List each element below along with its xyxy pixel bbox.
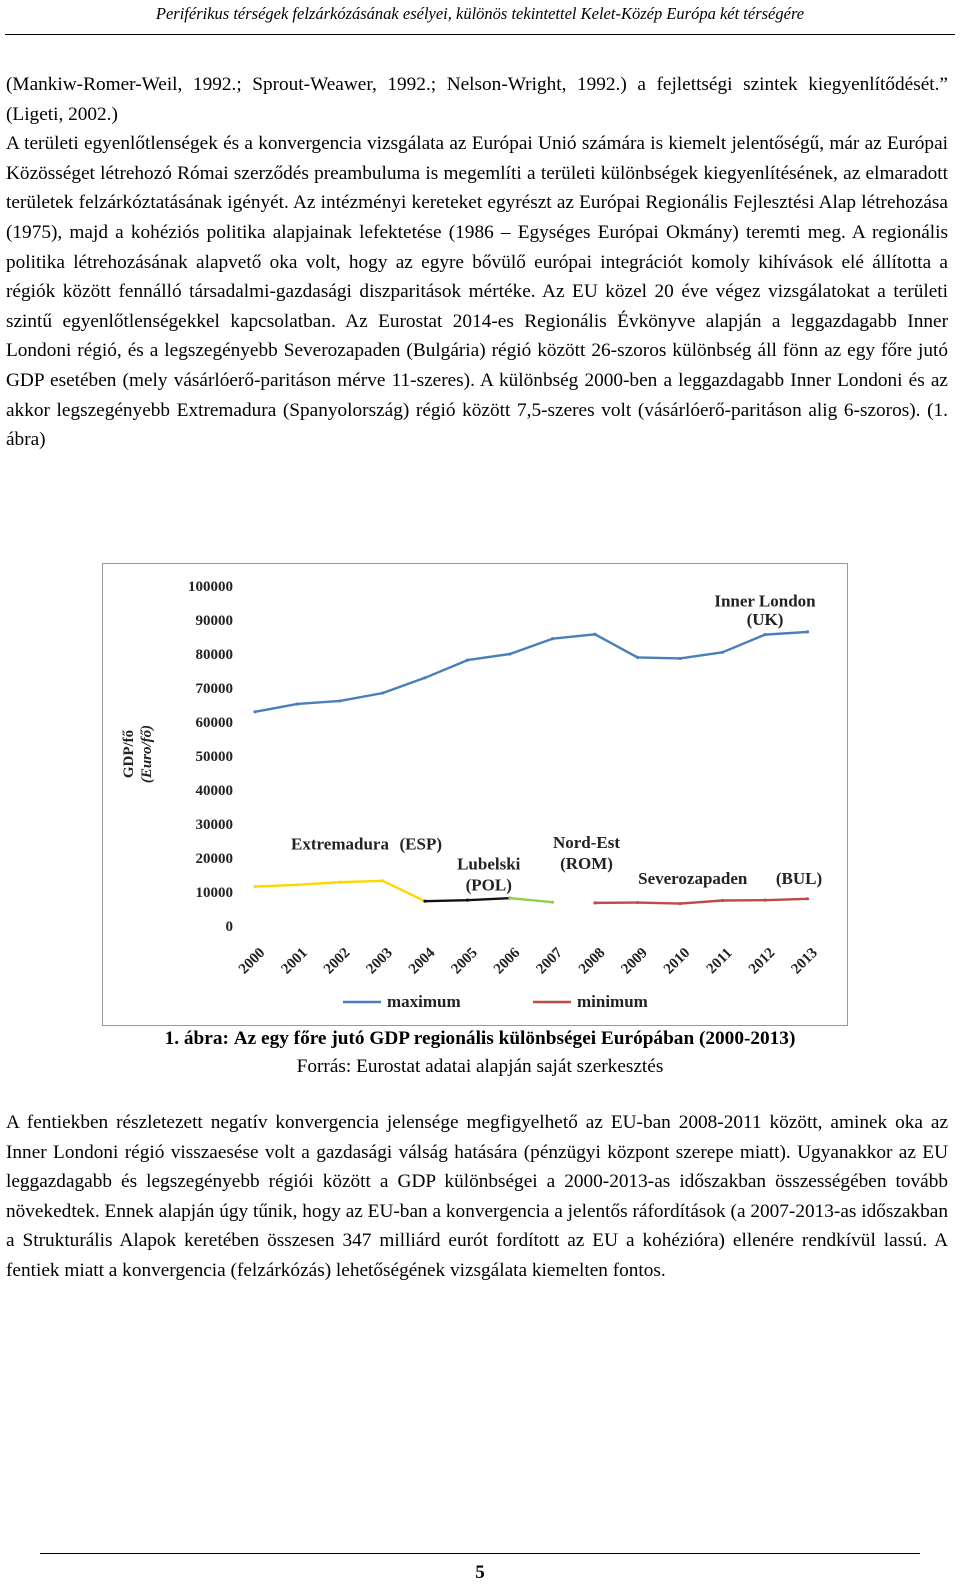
chart-annotation: Severozapaden: [638, 868, 748, 888]
x-tick-label: 2005: [448, 944, 481, 978]
y-tick-label: 40000: [195, 783, 233, 799]
x-tick-label: 2000: [235, 944, 269, 978]
series-maximum-line-point: [466, 659, 469, 662]
chart-annotation: (POL): [465, 875, 512, 895]
segment-line-0-point: [381, 879, 384, 882]
segment-line-0-point: [253, 885, 256, 888]
figure-source: Forrás: Eurostat adatai alapján saját szerkesztés: [296, 1056, 664, 1077]
y-tick-label: 70000: [195, 681, 233, 697]
chart-annotation: Extremadura: [291, 834, 389, 854]
header-rule: [5, 34, 955, 35]
x-tick-label: 2002: [320, 944, 354, 978]
series-maximum-line-point: [721, 651, 724, 654]
running-header: Periférikus térségek felzárkózásának esélyei, különös tekintettel Kelet-Közép Európa két térségére: [155, 4, 805, 23]
legend-label: minimum: [577, 992, 648, 1011]
legend-label: maximum: [387, 992, 461, 1011]
chart-annotation: (UK): [746, 610, 784, 630]
body-text-bottom: [6, 1108, 948, 1286]
chart-annotation: (ROM): [560, 853, 613, 873]
segment-line-0-point: [338, 881, 341, 884]
x-tick-label: 2013: [788, 944, 821, 978]
series-maximum-line-point: [381, 692, 384, 695]
chart-annotation: (BUL): [775, 868, 823, 888]
series-maximum-line: [255, 632, 808, 712]
series-minimum-line-point: [806, 897, 809, 900]
series-maximum-line-point: [296, 702, 299, 705]
y-tick-label: 30000: [195, 817, 233, 833]
paragraph-2: A területi egyenlőtlenségek és a konvergencia vizsgálata az Európai Unió számára is kiemelt jelentőségű, már az Európai Közösséget létrehozó Római szerződés preambuluma is megemlíti a területi különbségek kiegyenlítésének, az elmaradott területek felzárkóztatásának igényét. Az intézményi kereteket egyrészt az Európai Regionális Fejlesztési Alap létrehozása (1975), majd a kohéziós politika alapjainak lefektetése (1986 – Egységes Európai Okmány) teremti meg. A regionális politika létrehozásának alapvető oka volt, hogy az egyre bővülő európai integrációt komoly kihívások elé állította a régiók között fennálló társadalmi-gazdasági diszparitások mértéke. Az EU közel 20 éve végez vizsgálatokat a területi szintű egyenlőtlenségekkel kapcsolatban. Az Eurostat 2014-es Regionális Évkönyve alapján a leggazdagabb Inner Londoni régió, és a legszegényebb Severozapaden (Bulgária) régió között 26-szoros különbség áll fönn az egy főre jutó GDP esetében (mely vásárlóerő-paritáson mérve 11-szeres). A különbség 2000-ben a leggazdagabb Inner Londoni és az akkor legszegényebb Extremadura (Spanyolország) régió között 7,5-szeres volt (vásárlóerő-paritáson alig 6-szoros). (1. ábra): [6, 133, 948, 451]
series-maximum-line-point: [338, 699, 341, 702]
series-minimum-line: [595, 899, 808, 904]
segment-line-1-point: [423, 900, 426, 903]
segment-line-2: [510, 898, 553, 902]
x-tick-label: 2009: [618, 944, 651, 978]
y-axis-title: GDP/fő: [121, 729, 137, 779]
x-tick-label: 2008: [575, 944, 609, 978]
paragraph-3: A fentiekben részletezett negatív konvergencia jelensége megfigyelhető az EU-ban 2008-2011 között, aminek oka az Inner Londoni régió visszaesése volt a gazdasági válság hatására (pénzügyi központ szerepe miatt). Ugyanakkor az EU leggazdagabb és legszegényebb régiói között a GDP különbségei a 2000-2013-as időszakban összességében tovább növekedtek. Ennek alapján úgy tűnik, hogy az EU-ban a konvergencia a jelentős ráfordítások (a 2007-2013-as időszakban a Strukturális Alapok keretében összesen 347 milliárd eurót fordított az EU a kohézióra) ellenére rendkívül lassú. A fentiek miatt a konvergencia (felzárkózás) lehetőségének vizsgálata kiemelten fontos.: [6, 1112, 948, 1281]
segment-line-2-point: [551, 901, 554, 904]
chart-annotation: Lubelski: [457, 854, 521, 874]
y-tick-label: 20000: [195, 851, 233, 867]
x-tick-label: 2001: [278, 944, 311, 978]
y-tick-label: 10000: [195, 885, 233, 901]
series-maximum-line-point: [508, 652, 511, 655]
figure-caption: [0, 1028, 960, 1050]
series-minimum-line-point: [636, 901, 639, 904]
x-tick-label: 2012: [745, 944, 779, 978]
series-minimum-line-point: [721, 899, 724, 902]
y-tick-label: 50000: [195, 749, 233, 765]
series-minimum-line-point: [593, 901, 596, 904]
x-tick-label: 2011: [703, 945, 736, 978]
y-tick-label: 60000: [195, 715, 233, 731]
chart-annotation: Nord-Est: [552, 832, 621, 852]
figure-number: 1. ábra:: [164, 1028, 229, 1049]
chart-annotation: (ESP): [399, 834, 442, 854]
series-maximum-line-point: [423, 676, 426, 679]
series-maximum-line-point: [636, 656, 639, 659]
series-maximum-line-point: [551, 637, 554, 640]
segment-line-0-point: [296, 883, 299, 886]
y-tick-label: 80000: [195, 647, 233, 663]
y-axis-unit: (Euro/fő): [139, 724, 155, 784]
page-number: 5: [475, 1562, 485, 1583]
series-minimum-line-point: [763, 899, 766, 902]
x-tick-label: 2006: [490, 944, 524, 978]
y-tick-label: 0: [225, 919, 233, 935]
segment-line-1-point: [466, 899, 469, 902]
series-maximum-line-point: [806, 630, 809, 633]
x-tick-label: 2003: [363, 944, 396, 978]
chart-svg: [103, 564, 847, 1025]
gdp-chart: [102, 563, 848, 1026]
series-maximum-line-point: [253, 710, 256, 713]
x-tick-label: 2004: [405, 944, 439, 978]
chart-annotation: Inner London: [714, 591, 816, 611]
figure-title: Az egy főre jutó GDP regionális különbségei Európában (2000-2013): [233, 1028, 796, 1049]
footer-rule: [40, 1553, 920, 1554]
paragraph-1: (Mankiw-Romer-Weil, 1992.; Sprout-Weawer, 1992.; Nelson-Wright, 1992.) a fejlettségi szintek kiegyenlítődését.” (Ligeti, 2002.): [6, 74, 948, 125]
body-text-top: [6, 70, 948, 455]
series-maximum-line-point: [763, 633, 766, 636]
y-tick-label: 100000: [188, 579, 233, 595]
segment-line-2-point: [508, 897, 511, 900]
x-tick-label: 2010: [660, 944, 694, 978]
segment-line-0: [255, 881, 425, 901]
series-minimum-line-point: [678, 902, 681, 905]
series-maximum-line-point: [593, 633, 596, 636]
y-tick-label: 90000: [195, 613, 233, 629]
series-maximum-line-point: [678, 657, 681, 660]
x-tick-label: 2007: [533, 944, 566, 978]
